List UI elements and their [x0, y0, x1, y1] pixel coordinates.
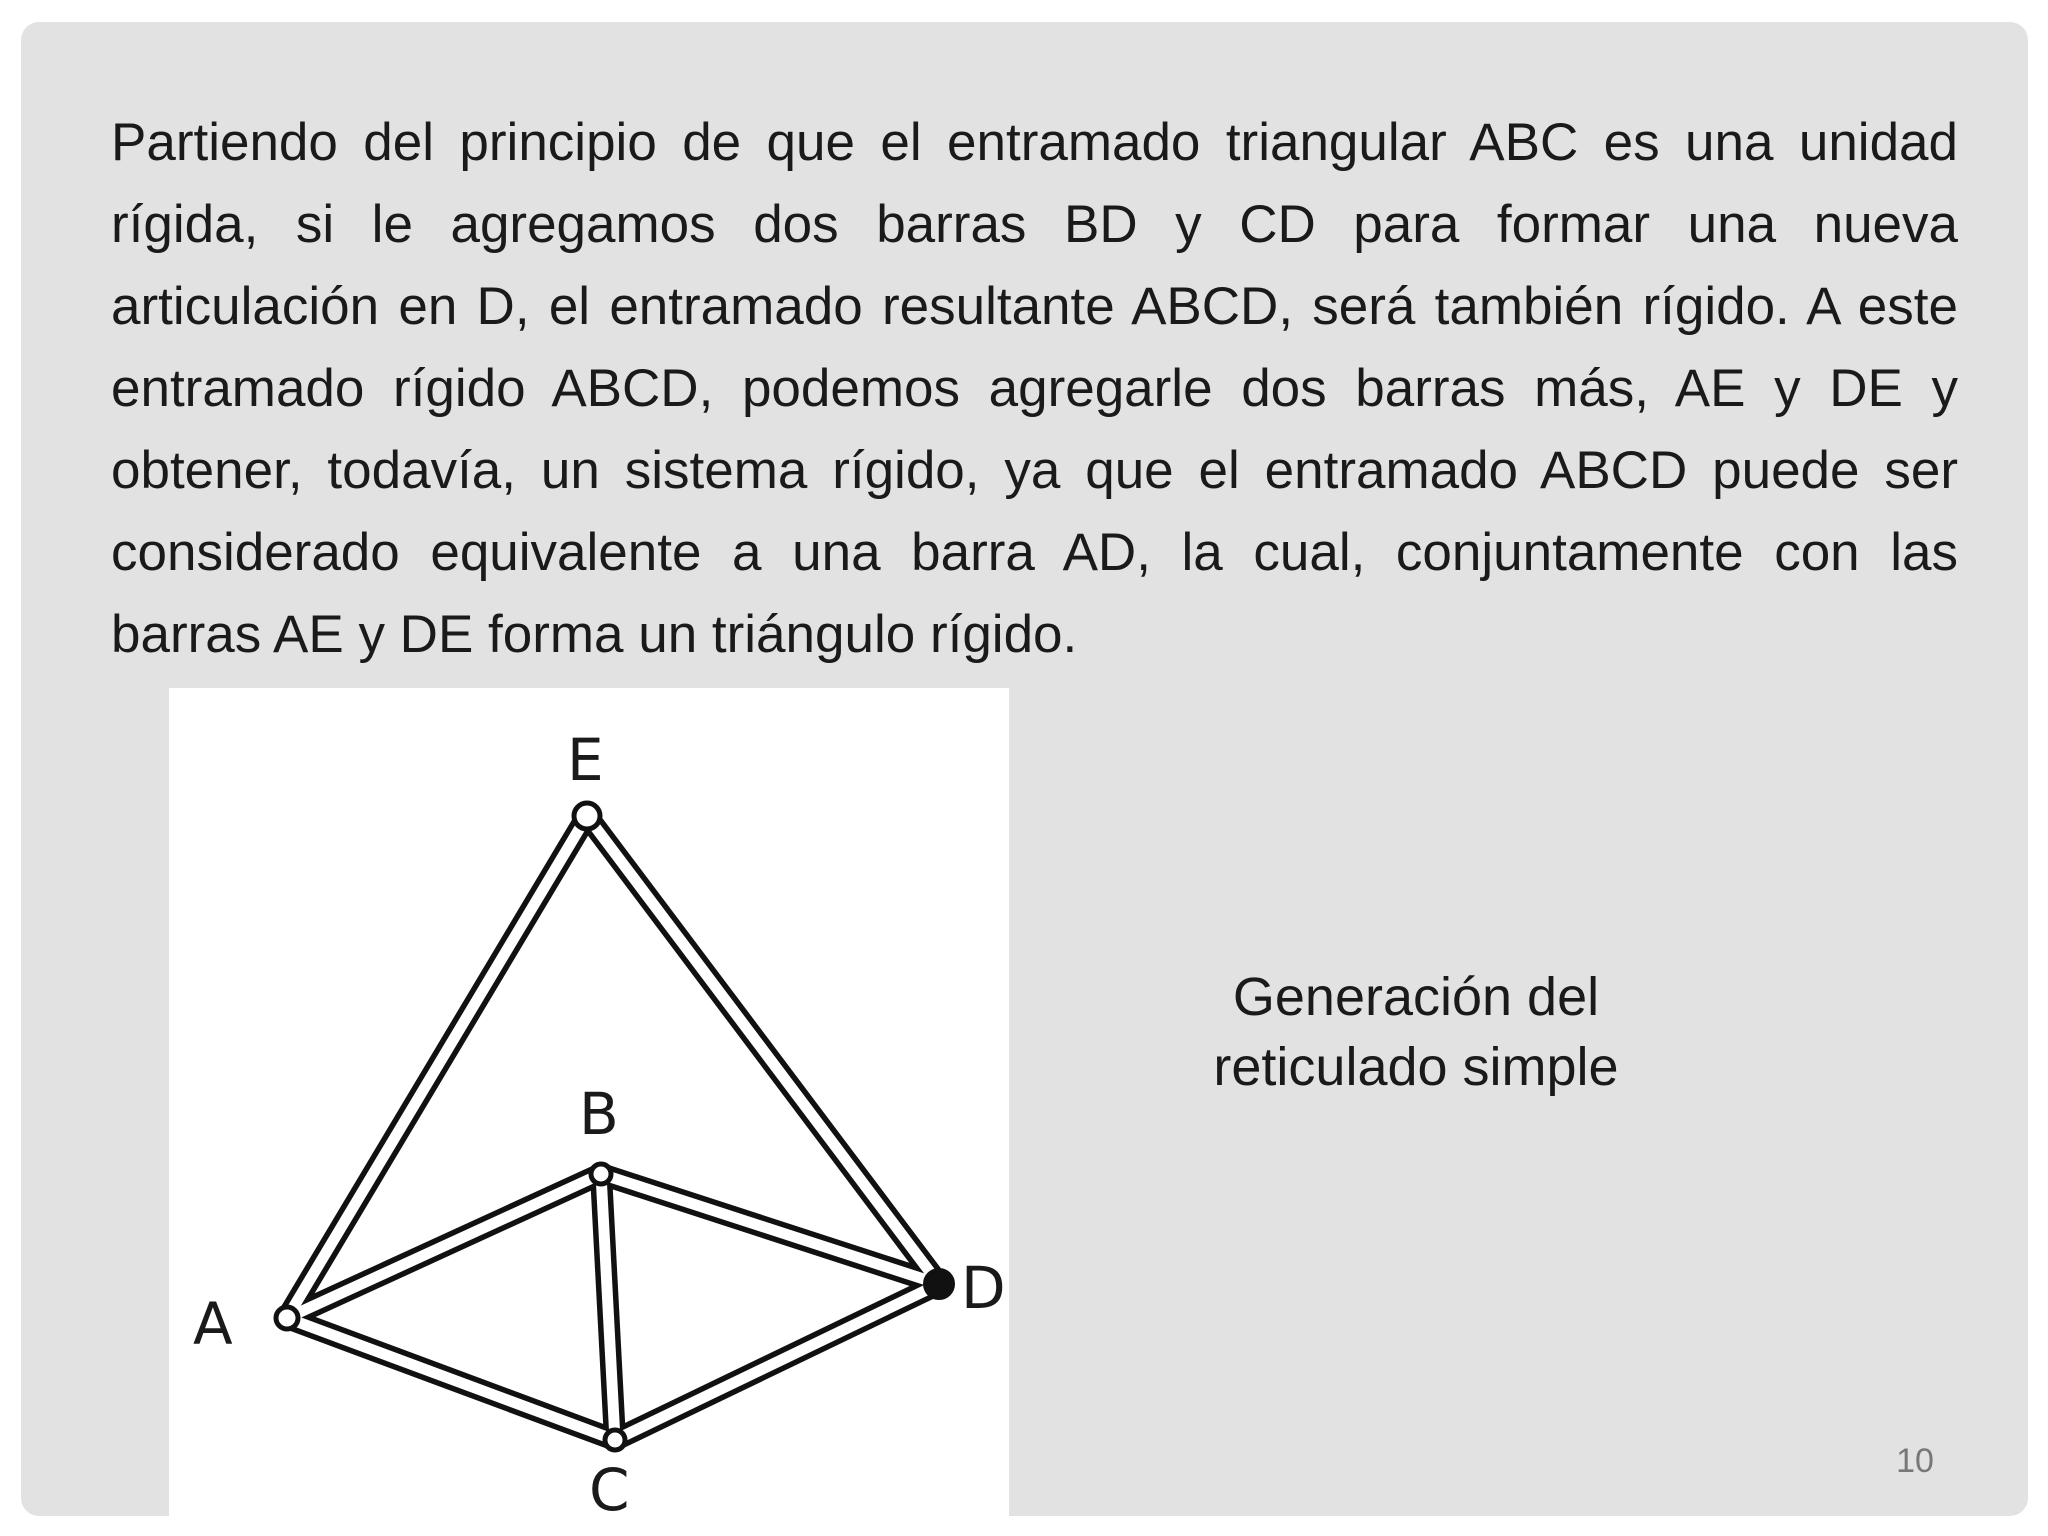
caption-line-1: Generación del	[1232, 967, 1600, 1027]
joint-c	[605, 1430, 625, 1450]
bar-ed	[587, 816, 939, 1284]
slide	[21, 22, 2028, 1516]
truss-figure	[169, 688, 1009, 1516]
label-c: C	[589, 1456, 630, 1516]
joint-a	[276, 1307, 298, 1329]
label-b: B	[579, 1080, 619, 1148]
label-e: E	[567, 726, 604, 794]
truss-diagram	[169, 688, 1009, 1516]
body-paragraph: Partiendo del principio de que el entramado triangular ABC es una unidad rígida, si le agregamos dos barras BD y CD para formar una nueva articulación en D, el entramado resultante ABCD, será también rígido. A este entramado rígido ABCD, podemos agregarle dos barras más, AE y DE y obtener, todavía, un sistema rígido, ya que el entramado ABCD puede ser considerado equivalente a una barra AD, la cual, conjuntamente con las barras AE y DE forma un triángulo rígido.	[111, 113, 1958, 664]
joint-d	[925, 1270, 953, 1298]
figure-caption	[1066, 962, 1766, 1102]
joint-b	[591, 1164, 611, 1184]
label-a: A	[193, 1290, 233, 1358]
joint-e	[574, 803, 600, 829]
label-d: D	[961, 1254, 1006, 1322]
bar-ac	[287, 1318, 615, 1440]
page-number: 10	[1896, 1442, 1934, 1480]
caption-line-2: reticulado simple	[1213, 1037, 1619, 1097]
bar-cd	[615, 1284, 939, 1440]
